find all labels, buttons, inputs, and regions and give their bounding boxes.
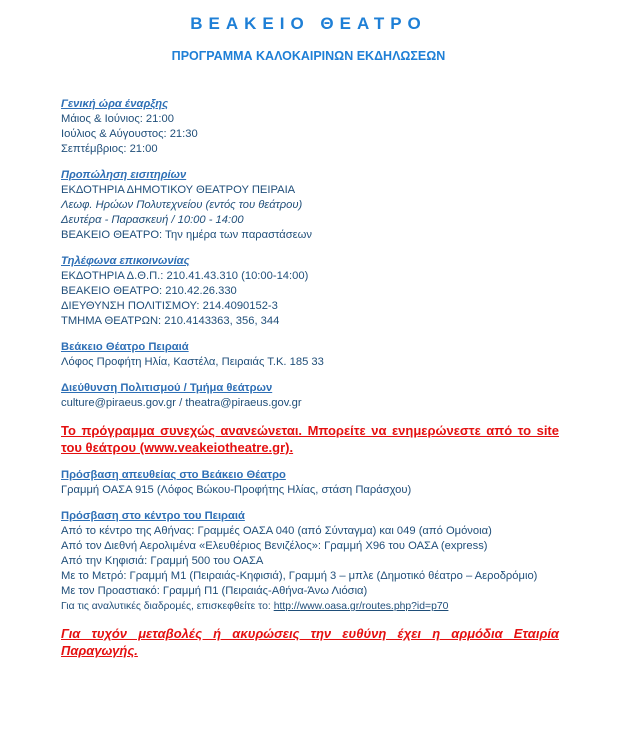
changes-notice-text: Για τυχόν μεταβολές ή ακυρώσεις την ευθύνη έχει η αρμόδια Εταιρία Παραγωγής: [61, 626, 559, 658]
presale-section: [61, 168, 559, 243]
address-line: Λόφος Προφήτη Ηλία, Καστέλα, Πειραιάς Τ.Κ. 185 33: [61, 356, 324, 368]
presale-line: ΒΕΑΚΕΙΟ ΘΕΑΤΡΟ: Την ημέρα των παραστάσεων: [61, 229, 312, 241]
document-body: [61, 97, 559, 671]
direct-access-heading: Πρόσβαση απευθείας στο Βεάκειο Θέατρο: [61, 469, 286, 481]
routes-line: [61, 599, 559, 614]
culture-heading: Διεύθυνση Πολιτισμού / Τμήμα θεάτρων: [61, 382, 273, 394]
start-time-line: Μάιος & Ιούνιος: 21:00: [61, 113, 174, 125]
start-time-line: Σεπτέμβριος: 21:00: [61, 143, 158, 155]
changes-notice: [61, 625, 559, 659]
page-subtitle: ΠΡΟΓΡΑΜΜΑ ΚΑΛΟΚΑΙΡΙΝΩΝ ΕΚΔΗΛΩΣΕΩΝ: [171, 49, 446, 63]
page-title: ΒΕΑΚΕΙΟ ΘΕΑΤΡΟ: [190, 14, 427, 33]
center-access-heading: Πρόσβαση στο κέντρο του Πειραιά: [61, 510, 245, 522]
start-time-section: [61, 97, 559, 157]
update-notice-text: Το πρόγραμμα συνεχώς ανανεώνεται. Μπορείτε να ενημερώνεστε από το site του θεάτρου (www.veakeiotheatre.gr): [61, 423, 559, 455]
phones-section: [61, 254, 559, 329]
center-access-line: Με τον Προαστιακό: Γραμμή Π1 (Πειραιάς-Αθήνα-Άνω Λιόσια): [61, 585, 368, 597]
presale-line: Δευτέρα - Παρασκευή / 10:00 - 14:00: [61, 214, 244, 226]
address-heading: Βεάκειο Θέατρο Πειραιά: [61, 341, 189, 353]
address-section: [61, 340, 559, 370]
phone-line: ΕΚΔΟΤΗΡΙΑ Δ.Θ.Π.: 210.41.43.310 (10:00-14:00): [61, 270, 309, 282]
phone-line: ΔΙΕΥΘΥΝΣΗ ΠΟΛΙΤΙΣΜΟΥ: 214.4090152-3: [61, 300, 278, 312]
presale-heading: Προπώληση εισιτηρίων: [61, 169, 187, 181]
update-notice-period: .: [289, 440, 294, 455]
presale-line: Λεωφ. Ηρώων Πολυτεχνείου (εντός του θεάτρου): [61, 199, 303, 211]
center-access-line: Από το κέντρο της Αθήνας: Γραμμές ΟΑΣΑ 040 (από Σύνταγμα) και 049 (από Ομόνοια): [61, 525, 492, 537]
phone-line: ΒΕΑΚΕΙΟ ΘΕΑΤΡΟ: 210.42.26.330: [61, 285, 237, 297]
update-notice: [61, 422, 559, 456]
phones-heading: Τηλέφωνα επικοινωνίας: [61, 255, 190, 267]
center-access-line: Από την Κηφισιά: Γραμμή 500 του ΟΑΣΑ: [61, 555, 264, 567]
direct-access-section: [61, 468, 559, 498]
presale-line: ΕΚΔΟΤΗΡΙΑ ΔΗΜΟΤΙΚΟΥ ΘΕΑΤΡΟΥ ΠΕΙΡΑΙΑ: [61, 184, 296, 196]
culture-emails[interactable]: culture@piraeus.gov.gr / theatra@piraeus.gov.gr: [61, 397, 302, 409]
center-access-section: [61, 509, 559, 614]
center-access-line: Από τον Διεθνή Αερολιμένα «Ελευθέριος Βενιζέλος»: Γραμμή Χ96 του ΟΑΣΑ (express): [61, 540, 488, 552]
phone-line: ΤΜΗΜΑ ΘΕΑΤΡΩΝ: 210.4143363, 356, 344: [61, 315, 280, 327]
culture-section: [61, 381, 559, 411]
direct-access-line: Γραμμή ΟΑΣΑ 915 (Λόφος Βώκου-Προφήτης Ηλίας, στάση Παράσχου): [61, 484, 412, 496]
routes-prefix: Για τις αναλυτικές διαδρομές, επισκεφθείτε το:: [61, 601, 274, 612]
start-time-line: Ιούλιος & Αύγουστος: 21:30: [61, 128, 198, 140]
center-access-line: Με το Μετρό: Γραμμή Μ1 (Πειραιάς-Κηφισιά), Γραμμή 3 – μπλε (Δημοτικό θέατρο – Αεροδρόμιο): [61, 570, 538, 582]
routes-link[interactable]: http://www.oasa.gr/routes.php?id=p70: [273, 601, 449, 612]
start-time-heading: Γενική ώρα έναρξης: [61, 98, 169, 110]
changes-notice-period: .: [134, 643, 138, 658]
